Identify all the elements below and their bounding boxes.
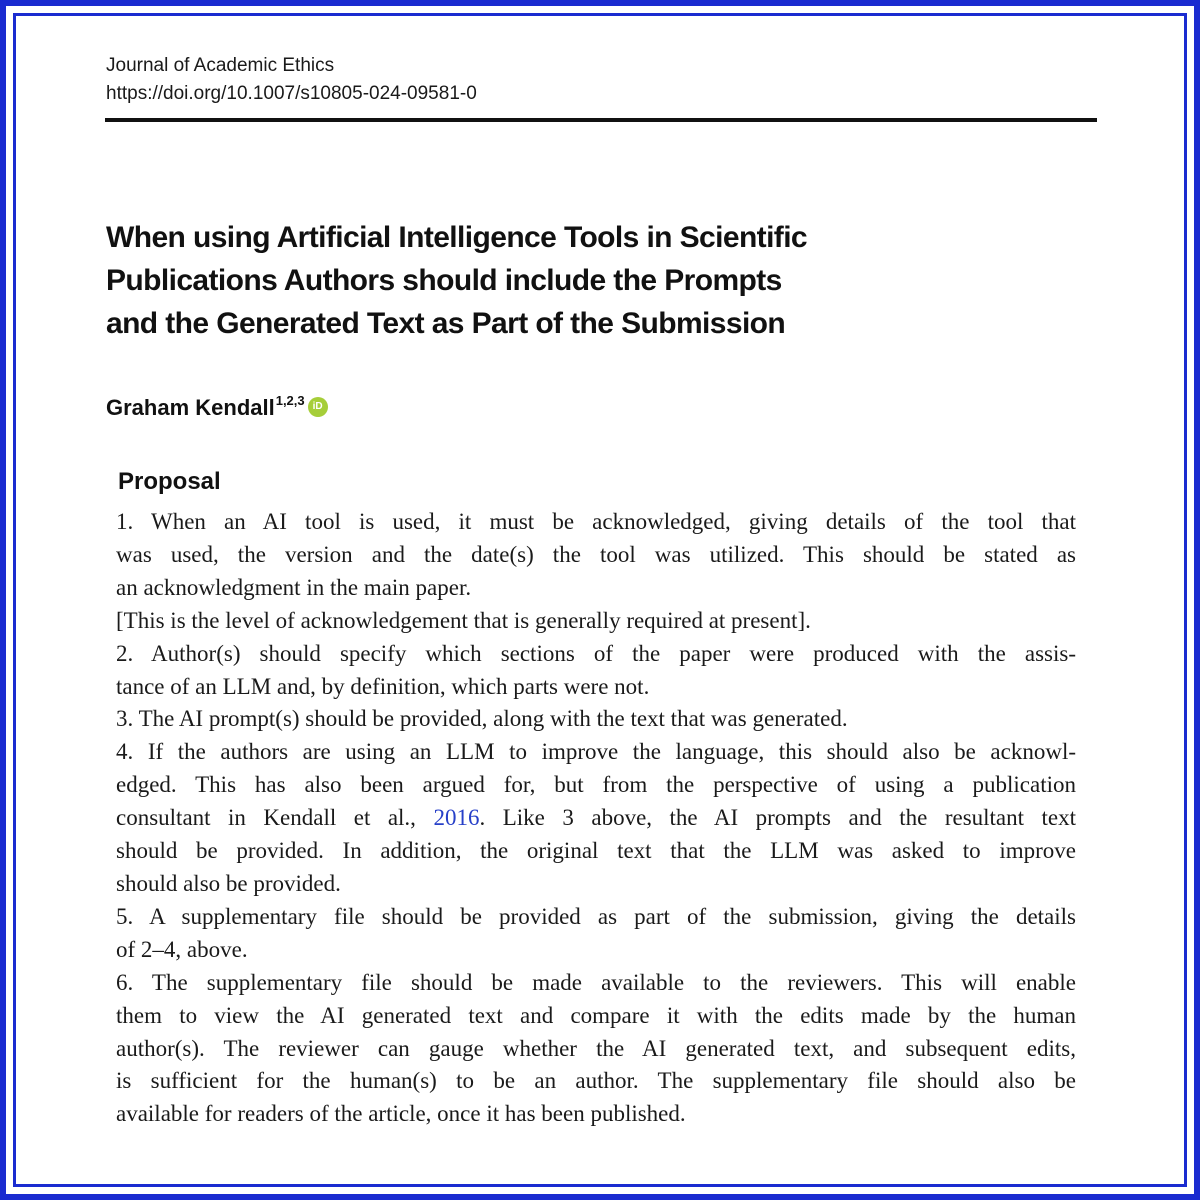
body-text: consultant in Kendall et al., xyxy=(116,805,434,831)
body-line: 1. When an AI tool is used, it must be acknowledged, giving details of the tool that xyxy=(116,509,1076,534)
body-line-with-citation xyxy=(116,802,1076,835)
body-line: should also be provided. xyxy=(116,870,341,896)
body-line: edged. This has also been argued for, but from the perspective of using a publication xyxy=(116,772,1076,798)
body-line: [This is the level of acknowledgement that is generally required at present]. xyxy=(116,607,811,633)
title-line: When using Artificial Intelligence Tools in Scientific xyxy=(106,221,808,254)
title-line: Publications Authors should include the Prompts xyxy=(106,264,782,297)
body-line: 4. If the authors are using an LLM to improve the language, this should also be acknowl- xyxy=(116,739,1076,765)
body-line: author(s). The reviewer can gauge whether the AI generated text, and subsequent edits, xyxy=(116,1035,1076,1061)
body-line: of 2–4, above. xyxy=(116,936,248,962)
body-line: 3. The AI prompt(s) should be provided, along with the text that was generated. xyxy=(116,706,848,732)
author-affiliations: 1,2,3 xyxy=(275,393,305,408)
section-body xyxy=(116,506,1076,1131)
body-line: is sufficient for the human(s) to be an author. The supplementary file should also be xyxy=(116,1068,1076,1094)
body-line: 2. Author(s) should specify which sections of the paper were produced with the assis- xyxy=(116,640,1076,666)
body-line: should be provided. In addition, the original text that the LLM was asked to improve xyxy=(116,838,1076,864)
body-line: 5. A supplementary file should be provided as part of the submission, giving the details xyxy=(116,903,1076,929)
body-line: them to view the AI generated text and compare it with the edits made by the human xyxy=(116,1002,1076,1028)
journal-header xyxy=(106,52,477,108)
article-title xyxy=(106,216,1006,345)
author-line xyxy=(106,393,328,423)
body-text: . Like 3 above, the AI prompts and the resultant text xyxy=(479,805,1077,831)
body-line: was used, the version and the date(s) the tool was utilized. This should be stated as xyxy=(116,541,1076,567)
section-heading: Proposal xyxy=(118,468,221,495)
journal-name: Journal of Academic Ethics xyxy=(106,55,335,76)
citation-link[interactable]: 2016 xyxy=(433,805,480,831)
title-line: and the Generated Text as Part of the Submission xyxy=(106,307,786,340)
header-rule xyxy=(105,118,1097,122)
body-line: available for readers of the article, once it has been published. xyxy=(116,1101,686,1127)
author-name: Graham Kendall xyxy=(106,395,275,420)
doi-link[interactable]: https://doi.org/10.1007/s10805-024-09581-0 xyxy=(106,83,477,104)
orcid-icon[interactable]: iD xyxy=(308,397,328,417)
body-line: 6. The supplementary file should be made available to the reviewers. This will enable xyxy=(116,969,1076,995)
body-line: an acknowledgment in the main paper. xyxy=(116,574,472,600)
body-line: tance of an LLM and, by definition, which parts were not. xyxy=(116,673,650,699)
